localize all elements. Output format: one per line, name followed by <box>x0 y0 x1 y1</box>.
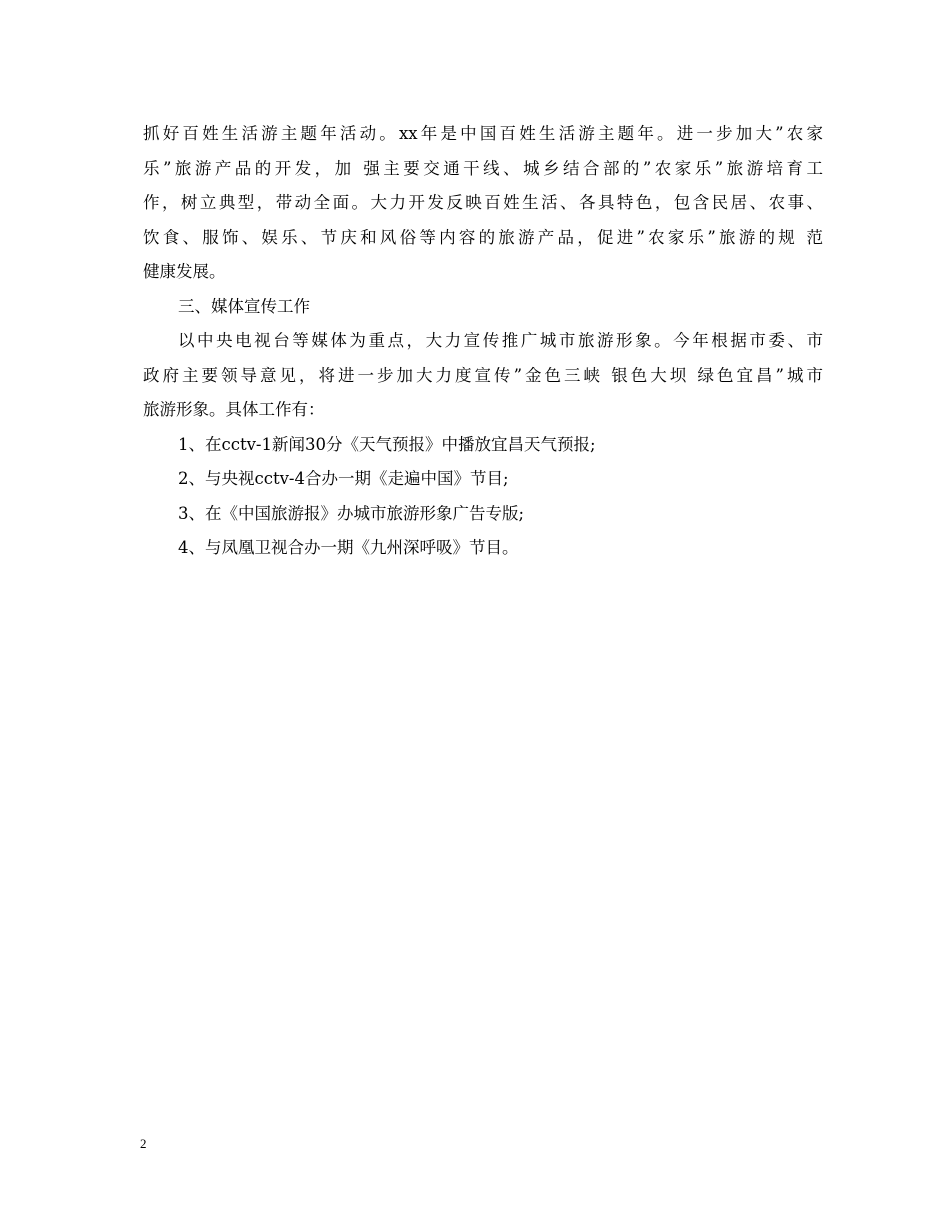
paragraph-1-line-1: 抓好百姓生活游主题年活动。xx年是中国百姓生活游主题年。进一步加大”农家 <box>143 124 823 143</box>
paragraph-3-line-2: 政府主要领导意见，将进一步加大力度宣传”金色三峡 银色大坝 绿色宜昌”城市 <box>143 365 823 385</box>
paragraph-3-line-1: 以中央电视台等媒体为重点，大力宣传推广城市旅游形象。今年根据市委、市 <box>178 331 823 350</box>
document-body <box>143 117 823 566</box>
paragraph-1-line-4: 饮食、服饰、娱乐、节庆和风俗等内容的旅游产品，促进”农家乐”旅游的规 范 <box>143 227 823 247</box>
list-item-1: 1、在cctv-1新闻30分《天气预报》中播放宜昌天气预报; <box>178 434 596 454</box>
paragraph-1-line-5: 健康发展。 <box>143 262 226 281</box>
paragraph-1-line-3: 作，树立典型，带动全面。大力开发反映百姓生活、各具特色，包含民居、农事、 <box>143 193 823 212</box>
list-item-2: 2、与央视cctv-4合办一期《走遍中国》节目; <box>178 469 509 488</box>
paragraph-1-line-2: 乐”旅游产品的开发，加 强主要交通干线、城乡结合部的”农家乐”旅游培育工 <box>143 158 823 178</box>
list-item-4: 4、与凤凰卫视合办一期《九州深呼吸》节目。 <box>178 538 519 557</box>
page-number: 2 <box>140 1136 147 1151</box>
paragraph-3-line-3: 旅游形象。具体工作有： <box>143 400 325 419</box>
list-item-3: 3、在《中国旅游报》办城市旅游形象广告专版; <box>178 503 525 523</box>
section-heading-media: 三、媒体宣传工作 <box>178 296 310 316</box>
